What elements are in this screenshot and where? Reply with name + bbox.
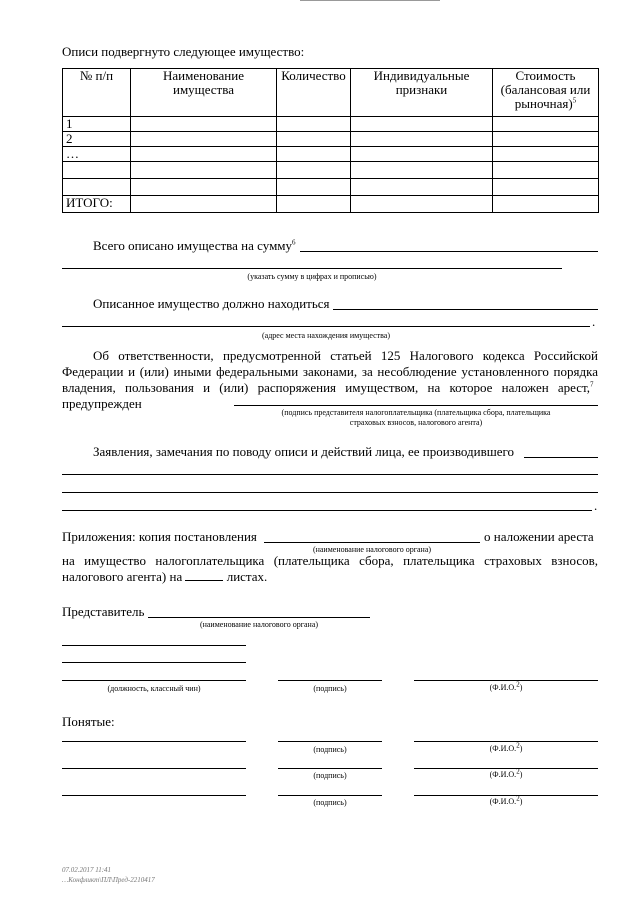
witness-3-signature-caption: (подпись) [313,798,347,807]
attachments-suffix: о наложении ареста [484,529,594,544]
table-cell [277,147,351,162]
header-name: Наименование имущества [131,69,277,117]
table-cell [351,117,493,132]
table-cell [131,117,277,132]
table-cell [351,147,493,162]
property-table [62,68,599,213]
statements-end-mark: . [594,498,598,513]
witness-2-name-field[interactable] [62,768,246,769]
responsibility-line-1: Об ответственности, предусмотренной статьей 125 Налогового кодекса Российской [93,348,598,363]
witnesses-label: Понятые: [62,714,115,729]
location-label: Описанное имущество должно находиться [93,296,330,311]
witness-1-name-field[interactable] [62,741,246,742]
responsibility-line-2: Федерации и (или) иными федеральными законами, за несоблюдение установленного порядка [62,364,598,379]
location-field[interactable] [333,309,598,310]
representative-label: Представитель [62,604,145,619]
responsibility-line-3: владения, пользования и (или) распоряжения имуществом, на которое наложен арест,$^7$ [62,380,594,395]
table-row [63,132,599,147]
table-row [63,179,599,196]
intro-text: Описи подвергнуто следующее имущество: [62,44,305,59]
witness-2-fio-caption: (Ф.И.О.$^2$) [489,767,523,779]
position-field-line1[interactable] [62,645,246,646]
statements-field[interactable] [524,457,598,458]
representative-signature-field[interactable] [278,680,382,681]
responsibility-last-word: предупрежден [62,396,142,411]
location-end-mark: . [592,314,596,329]
table-cell [277,196,351,213]
table-cell [493,132,599,147]
footer-timestamp: 07.02.2017 11:41 [62,866,112,874]
attachments-caption: (наименование налогового органа) [312,545,432,554]
table-cell [351,179,493,196]
witness-2-signature-field[interactable] [278,768,382,769]
table-header-row [63,69,599,117]
witness-2-fio-field[interactable] [414,768,598,769]
responsibility-signature-field[interactable] [234,405,598,406]
total-label: ИТОГО: [63,196,131,213]
representative-caption: (наименование налогового органа) [199,620,319,629]
witness-3-fio-field[interactable] [414,795,598,796]
table-cell [493,179,599,196]
table-cell [277,162,351,179]
position-field-line2[interactable] [62,662,246,663]
table-cell: 1 [63,117,131,132]
representative-signature-caption: (подпись) [313,684,347,693]
table-cell [63,162,131,179]
location-field-line2[interactable] [62,326,590,327]
sheet-count-field[interactable] [185,569,223,581]
table-cell [131,179,277,196]
witness-1-signature-caption: (подпись) [313,745,347,754]
table-cell: 2 [63,132,131,147]
statements-field-line4[interactable] [62,510,592,511]
table-cell [277,132,351,147]
table-cell [131,132,277,147]
total-sum-label: Всего описано имущества на сумму$^6$ [93,238,296,253]
header-cost: Стоимость (балансовая или рыночная)$^5$ [493,69,599,117]
table-cell [493,196,599,213]
witness-3-name-field[interactable] [62,795,246,796]
table-cell [131,147,277,162]
witness-3-signature-field[interactable] [278,795,382,796]
table-cell [493,162,599,179]
position-caption: (должность, классный чин) [107,684,201,693]
witness-1-fio-caption: (Ф.И.О.$^2$) [489,741,523,753]
total-sum-field[interactable] [300,251,598,252]
table-cell [351,196,493,213]
responsibility-caption-2: страховых взносов, налогового агента) [349,418,483,427]
attachments-line-2: на имущество налогоплательщика (плательщика сбора, плательщика страховых взносов, [62,553,598,568]
header-quantity: Количество [277,69,351,117]
witness-1-signature-field[interactable] [278,741,382,742]
table-row [63,147,599,162]
witness-3-fio-caption: (Ф.И.О.$^2$) [489,794,523,806]
table-row [63,117,599,132]
attachments-line-3: налогового агента) на листах. [62,569,268,584]
table-cell [351,162,493,179]
table-cell [131,162,277,179]
top-edge-line [300,0,440,1]
statements-field-line2[interactable] [62,474,598,475]
responsibility-caption-1: (подпись представителя налогоплательщика (плательщика сбора, плательщика [281,408,551,417]
table-cell [493,117,599,132]
table-cell [277,117,351,132]
table-cell [493,147,599,162]
statements-label: Заявления, замечания по поводу описи и действий лица, ее производившего [93,444,514,459]
witness-1-fio-field[interactable] [414,741,598,742]
attachments-prefix: Приложения: копия постановления [62,529,257,544]
representative-org-field[interactable] [148,617,370,618]
witness-2-signature-caption: (подпись) [313,771,347,780]
position-field-line3[interactable] [62,680,246,681]
resolution-issuer-field[interactable] [264,542,480,543]
header-number: № п/п [63,69,131,117]
table-cell [351,132,493,147]
representative-fio-field[interactable] [414,680,598,681]
table-cell [63,179,131,196]
location-caption: (адрес места нахождения имущества) [262,331,390,340]
total-sum-caption: (указать сумму в цифрах и прописью) [247,272,377,281]
header-features: Индивидуальные признаки [351,69,493,117]
table-cell [131,196,277,213]
table-total-row [63,196,599,213]
representative-fio-caption: (Ф.И.О.$^2$) [489,680,523,692]
table-cell: … [63,147,131,162]
total-sum-field-line2[interactable] [62,268,562,269]
statements-field-line3[interactable] [62,492,598,493]
table-cell [277,179,351,196]
table-row [63,162,599,179]
footer-path: …Конфликт\ПЛ\Пред-2210417 [62,876,155,884]
